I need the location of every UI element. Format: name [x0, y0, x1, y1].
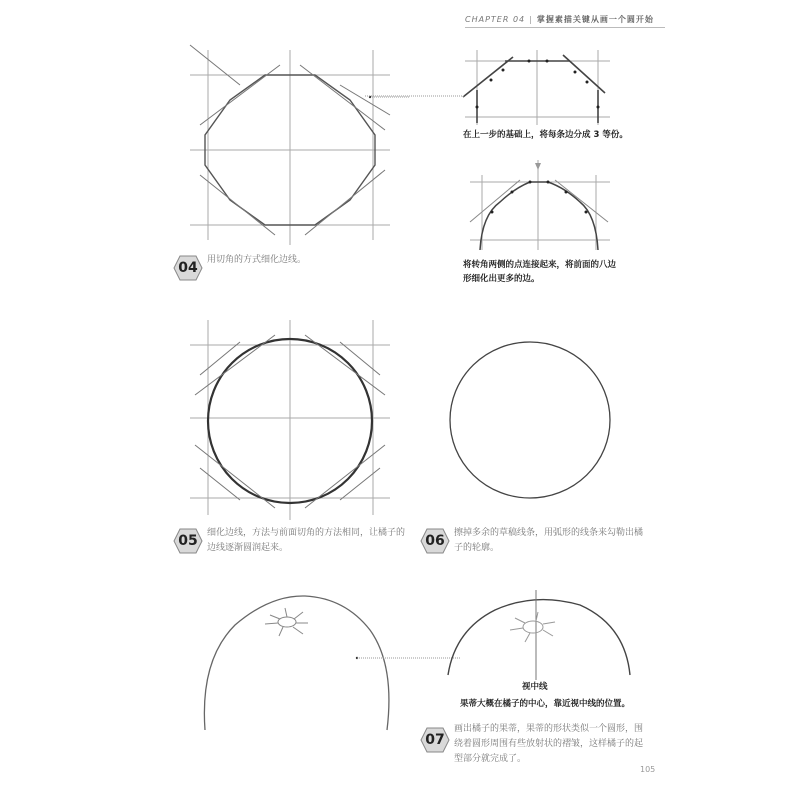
page-number: 105	[640, 765, 656, 774]
step-07-caption: 画出橘子的果蒂，果蒂的形状类似一个圆形，围绕着圆形周围有些放射状的褶皱，这样橘子的起型部分就完成了。	[454, 724, 644, 764]
step-04-drawing	[180, 45, 400, 245]
step-04-caption: 用切角的方式细化边线。	[207, 255, 307, 265]
step-07-drawing	[195, 590, 395, 750]
connect-points-note: 将转角两侧的点连接起来，将前面的八边形细化出更多的边。	[463, 260, 617, 284]
step-05-caption: 细化边线，方法与前面切角的方法相同，让橘子的边线逐渐圆润起来。	[207, 528, 406, 553]
divide-sides-note: 在上一步的基础上，将每条边分成 3 等份。	[463, 130, 628, 140]
step-06-caption: 擦掉多余的草稿线条，用弧形的线条来勾勒出橘子的轮廓。	[454, 528, 644, 553]
step-06-drawing	[445, 335, 615, 505]
step-06-badge: 06	[420, 528, 450, 554]
leader-line	[365, 95, 465, 97]
step-07-badge: 07	[420, 727, 450, 753]
center-line-label: 视中线	[522, 682, 548, 692]
step-05-drawing	[180, 320, 400, 520]
step-05-badge: 05	[173, 528, 203, 554]
connect-points-diagram	[460, 160, 620, 250]
chapter-label: CHAPTER 04	[465, 15, 526, 24]
chapter-title: 掌握素描关键从画一个圆开始	[536, 15, 654, 24]
divide-sides-diagram	[455, 45, 615, 125]
header-divider: |	[529, 15, 533, 24]
chapter-header	[465, 14, 665, 28]
stem-position-diagram	[440, 590, 640, 680]
step-04-badge: 04	[173, 255, 203, 281]
stem-position-note: 果蒂大概在橘子的中心，靠近视中线的位置。	[460, 699, 631, 709]
